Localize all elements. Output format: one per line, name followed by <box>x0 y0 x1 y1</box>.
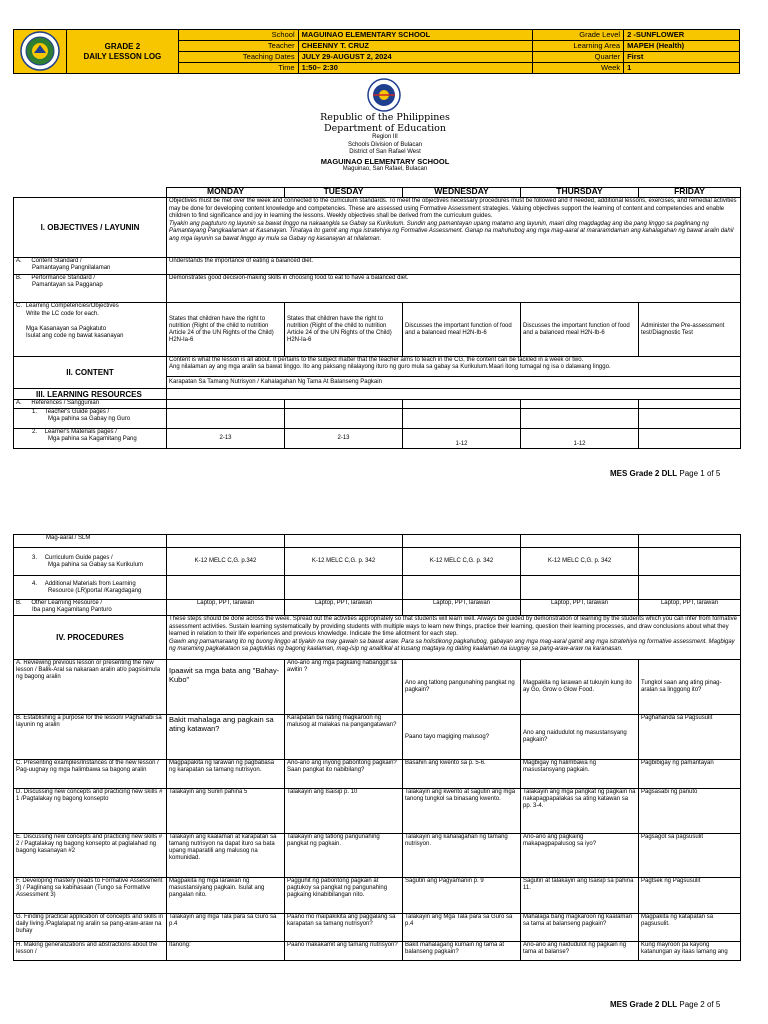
letterhead-deped: Department of Education <box>324 123 446 134</box>
lm-wednesday: 1-12 <box>403 429 521 449</box>
cg-num: 3. <box>32 554 38 561</box>
cg-friday <box>639 548 741 576</box>
day-friday: FRIDAY <box>639 188 741 198</box>
proc-row-h-letter: H. <box>16 942 22 948</box>
lm-label1: Learner's Materials pages / <box>44 429 117 435</box>
proc-c-tuesday: Ano-ano ang inyong paboritong pagkain? Saan pangkat ito nabibilang? <box>285 760 403 789</box>
proc-d-friday: Pagsasabi ng panuto <box>639 789 741 834</box>
content-text-en: Content is what the lesson is all about. It pertains to the subject matter that the teacher aims to teach in the CG, the content can be tackled in a week or two. <box>169 357 584 363</box>
content-standard-text: Understands the importance of eating a balanced diet. <box>167 258 741 275</box>
proc-a-wednesday: Ano ang tatlong pangunahing pangkat ng pagkain? <box>403 660 521 715</box>
proc-b-tuesday: Karapatan ba nating magkaroon ng malusog at malakas na pangangatawan? <box>285 715 403 760</box>
other-resources-label1: Other Learning Resource / <box>31 600 103 606</box>
performance-standard-letter: B. <box>16 275 22 281</box>
deped-seal-icon <box>365 78 403 112</box>
tg-num: 1. <box>32 409 38 415</box>
label-week: Week <box>533 63 624 74</box>
performance-standard-label1: Performance Standard / <box>31 275 96 281</box>
cg-tuesday: K-12 MELC C,G. p. 342 <box>285 548 403 576</box>
proc-g-monday: Talakayin ang mga Tala para sa Guro sa p.4 <box>167 914 285 942</box>
other-resources-letter: B. <box>16 600 22 606</box>
day-thursday: THURSDAY <box>521 188 639 198</box>
other-resources-label2: Iba pang Kagamitang Panturo <box>32 607 112 613</box>
proc-c-wednesday: Basahin ang kwento sa p. 5-6. <box>403 760 521 789</box>
cg-label1: Curriculum Guide pages / <box>44 554 113 561</box>
proc-row-b-letter: B. <box>16 715 22 721</box>
letterhead <box>230 112 540 173</box>
log-title <box>66 30 178 74</box>
lm-monday: 2-13 <box>167 429 285 449</box>
performance-standard-text: Demonstrates good decision-making skills in choosing food to eat to have a balanced diet. <box>167 275 741 303</box>
proc-d-tuesday: Talakayin ang Isaisip p. 10 <box>285 789 403 834</box>
cg-wednesday: K-12 MELC C,G. p. 342 <box>403 548 521 576</box>
cg-monday: K-12 MELC C,G. p.342 <box>167 548 285 576</box>
proc-row-a-label <box>14 660 167 715</box>
content-text <box>167 357 741 377</box>
competencies-label3: Mga Kasanayan sa Pagkatuto <box>26 325 107 332</box>
header-table <box>13 29 740 74</box>
letterhead-division: Schools Division of Bulacan <box>347 141 423 148</box>
proc-c-thursday: Magbigay ng halimbawa ng masustansyang pagkain. <box>521 760 639 789</box>
competency-monday: States that children have the right to nutrition (Right of the child to nutrition Article 24 of the UN Rights of the Child) H2N-Ia-6 <box>167 303 285 357</box>
value-school: MAGUINAO ELEMENTARY SCHOOL <box>298 30 533 41</box>
proc-f-tuesday: Pagguhit ng paboritong pagkain at pagtukoy sa pangkat ng pangunahing pagkaing kinabibilangan nito. <box>285 878 403 914</box>
proc-g-wednesday: Talakayin ang Mga Tala para sa Guro sa p.4 <box>403 914 521 942</box>
references-label <box>14 400 167 409</box>
value-learning-area: MAPEH (Health) <box>624 41 740 52</box>
proc-c-friday: Pagbibigay ng pamantayan <box>639 760 741 789</box>
proc-f-friday: Pagtsek ng Pagsusulit <box>639 878 741 914</box>
proc-e-monday: Talakayin ang kaalaman at karapatan sa tamang nutrisyon na dapat ituro sa bata upang maparatili ang malusog na komunidad. <box>167 834 285 878</box>
other-friday: Laptop, PPT, larawan <box>639 600 741 616</box>
label-time: Time <box>178 63 298 74</box>
proc-b-monday: Bakit mahalaga ang pagkain sa ating katawan? <box>167 715 285 760</box>
letterhead-republic: Republic of the Philippines <box>320 112 450 123</box>
proc-h-tuesday: Paano makakamit ang tamang nutrisyon? <box>285 942 403 961</box>
other-tuesday: Laptop, PPT, larawan <box>285 600 403 616</box>
proc-row-d-letter: D. <box>16 789 22 795</box>
proc-a-tuesday: Ano-ano ang mga pagkaing nabanggit sa awitin ? <box>285 660 403 715</box>
proc-f-monday: Magpakita ng mga larawan ng masustansiyang pagkain. Isulat ang pangalan nito. <box>167 878 285 914</box>
proc-e-thursday: Ano-ano ang pagkaing makapagpapalusog sa iyo? <box>521 834 639 878</box>
objectives-text <box>167 198 741 258</box>
dll-table-page1 <box>13 187 741 449</box>
proc-row-h-text: Making generalizations and abstractions about the lesson / <box>16 942 158 955</box>
objectives-text-fil: Tiyakin ang pagtuturo ng layunin sa bawat linggo na nakaangkla sa Gabay sa Kurikulum. Sundin ang pamantayan upang matamo ang layunin, maari ding magdagdag ang iba pang linggo sa paglinang ng Pamantayang Pangkaalaman at Kasanayan. Tinataya ito gamit ang mga istratehiya ng Formative Assessment. Ganap na mahuhubog ang mga mag-aaral at mararamdaman ang kahalagahan ng bawat aralin dahil ang mga layunin sa bawat linggo ay mula sa Gabay ng kasanayan at nilalaman. <box>169 220 734 242</box>
day-tuesday: TUESDAY <box>285 188 403 198</box>
am-label2: Resource (LR)portal /Karagdagang <box>48 587 142 594</box>
cg-thursday: K-12 MELC C,G. p. 342 <box>521 548 639 576</box>
performance-standard-label2: Pamantayan sa Pagganap <box>32 282 103 288</box>
lm-thursday: 1-12 <box>521 429 639 449</box>
competency-tuesday: States that children have the right to nutrition (Right of the child to nutrition Article 24 of the UN Rights of the Child) H2N-Ia-6 <box>285 303 403 357</box>
other-monday: Laptop, PPT, larawan <box>167 600 285 616</box>
competencies-label1: Learning Competencies/Objectives <box>25 303 119 309</box>
objectives-label: I. OBJECTIVES / LAYUNIN <box>14 198 167 258</box>
competency-thursday: Discusses the important function of food and a balanced meal H2N-Ib-6 <box>521 303 639 357</box>
proc-f-thursday: Sagutin at talakayin ang Isaisip sa pahina 11. <box>521 878 639 914</box>
proc-a-monday: Ipaawit sa mga bata ang "Bahay-Kubo" <box>167 660 285 715</box>
content-topic: Karapatan Sa Tamang Nutrisyon / Kahalagahan Ng Tama At Balanseng Pagkain <box>167 377 741 389</box>
proc-row-g-text: Finding practical application of concepts and skills in daily living /Paglalapat ng aralin sa pang-araw-araw na buhay <box>16 914 164 934</box>
tg-label2: Mga pahina sa Gabay ng Guro <box>48 416 131 422</box>
competency-wednesday: Discusses the important function of food and a balanced meal H2N-Ib-6 <box>403 303 521 357</box>
am-label1: Additional Materials from Learning <box>44 580 136 587</box>
proc-c-monday: Magpapakita ng larawan ng pagbabasa ng karapatan sa tamang nutrisyon. <box>167 760 285 789</box>
label-quarter: Quarter <box>533 52 624 63</box>
school-seal <box>14 30 67 74</box>
cg-label2: Mga pahina sa Gabay sa Kurikulum <box>48 561 144 568</box>
proc-row-c-letter: C. <box>16 760 22 766</box>
content-text-fil: Ang nilalaman ay ang mga aralin sa bawat linggo. Ito ang paksang nilalayong ituro ng guro mula sa gabay sa Kurikulum.Maari itong tumagal ng isa o dalawang linggo. <box>169 364 611 370</box>
competencies-label2: Write the LC code for each. <box>26 310 99 317</box>
proc-b-thursday: Ano ang naidudulot ng masustansyang pagkain? <box>521 715 639 760</box>
other-wednesday: Laptop, PPT, larawan <box>403 600 521 616</box>
proc-row-d-label <box>14 789 167 834</box>
am-num: 4. <box>32 580 38 587</box>
letterhead-region: Region III <box>372 134 398 140</box>
title-grade: GRADE 2 <box>104 41 141 51</box>
procedures-text-fil: Gawin ang pamamaraang ito ng buong linggo at tiyakin na may gawain sa bawat araw. Para sa holistikong pagkahubog, gabayan ang mga mag-aaral gamit ang mga istratehiya ng formative assessment. Magbigay ng maraming pagkakataon sa pagtuklas ng bagong kaalaman, mag-isip ng analitikal at kusang magtaya ng dating kaalaman na iuugnay sa pang-araw-araw na karanasan. <box>169 638 735 652</box>
value-teacher: CHEENNY T. CRUZ <box>298 41 533 52</box>
proc-row-f-label <box>14 878 167 914</box>
resources-label: III. LEARNING RESOURCES <box>14 389 167 400</box>
label-learning-area: Learning Area <box>533 41 624 52</box>
proc-row-d-text: Discussing new concepts and practicing new skills # 1 /Pagtalakay ng bagong konsepto <box>16 789 163 802</box>
proc-row-c-text: Presenting examples/Instances of the new lesson / Pag-uugnay ng mga halimbawa sa bagong aralin <box>16 760 159 773</box>
lm-label <box>14 429 167 449</box>
letterhead-district: District of San Rafael West <box>349 149 421 155</box>
value-quarter: First <box>624 52 740 63</box>
procedures-label: IV. PROCEDURES <box>14 616 167 660</box>
proc-g-friday: Magpakita ng katapatan sa pagsusulit. <box>639 914 741 942</box>
label-school: School <box>178 30 298 41</box>
proc-f-wednesday: Sagutin ang Pagyamanin p. 9 <box>403 878 521 914</box>
competencies-label <box>14 303 167 357</box>
dll-table-page2 <box>13 534 741 961</box>
letterhead-address: Maguinao, San Rafael, Bulacan <box>342 165 428 172</box>
cg-label <box>14 548 167 576</box>
lm-label2: Mga pahina sa Kagamitang Pang <box>48 436 137 442</box>
proc-row-c-label <box>14 760 167 789</box>
proc-row-e-letter: E. <box>16 834 22 840</box>
competency-friday: Administer the Pre-assessment test/Diagnostic Test <box>639 303 741 357</box>
proc-h-monday: Itanong: <box>167 942 285 961</box>
proc-h-friday: Kung mayroon pa kayong katanungan ay itaas lamang ang <box>639 942 741 961</box>
proc-row-e-text: Discussing new concepts and practicing new skills # 2 / Pagtalakay ng bagong konsepto at paglalahad ng bagong kasanayan #2 <box>16 834 163 854</box>
references-text: References / Sanggunian <box>31 400 100 406</box>
proc-b-friday: Paghahanda sa Pagsusulit <box>639 715 741 760</box>
footer1-page: Page 1 of 5 <box>679 469 721 478</box>
proc-e-wednesday: Talakayin ang kahalagahan ng tamang nutrisyon. <box>403 834 521 878</box>
proc-a-friday: Tungkol saan ang ating pinag-aralan sa linggong ito? <box>639 660 741 715</box>
day-wednesday: WEDNESDAY <box>403 188 521 198</box>
references-letter: A. <box>16 400 22 406</box>
proc-row-f-text: Developing mastery (leads to Formative Assessment 3) / Paglinang sa kabihasaan (Tungo sa Formative Assessment 3) <box>16 878 163 898</box>
value-time: 1:50– 2:30 <box>298 63 533 74</box>
school-seal-icon <box>20 31 60 71</box>
tg-label1: Teacher's Guide pages / <box>44 409 110 415</box>
lm-friday <box>639 429 741 449</box>
proc-row-a-letter: A. <box>16 660 22 666</box>
performance-standard-label <box>14 275 167 303</box>
proc-row-b-label <box>14 715 167 760</box>
lm-num: 2. <box>32 429 38 435</box>
label-teacher: Teacher <box>178 41 298 52</box>
value-week: 1 <box>624 63 740 74</box>
am-label <box>14 576 167 600</box>
proc-h-thursday: Ano-ano ang naidudulot ng pagkain ng tama at balanse? <box>521 942 639 961</box>
proc-b-wednesday: Paano tayo magiging malusog? <box>403 715 521 760</box>
page-footer-2 <box>610 1000 720 1009</box>
objectives-text-en: Objectives must be met over the week and connected to the curriculum standards. To meet the objectives necessary procedures must be followed and if needed, additional lessons, exercises, and remedial activities may be done for developing content knowledge and competencies. These are assessed using Formative Assessment strategies. Valuing objectives support the learning of content and competencies and enable children to find significance and joy in learning the lessons. Weekly objectives shall be derived from the curriculum guides. <box>169 198 737 219</box>
proc-row-g-label <box>14 914 167 942</box>
proc-row-h-label <box>14 942 167 961</box>
title-dll: DAILY LESSON LOG <box>83 51 162 61</box>
content-standard-label <box>14 258 167 275</box>
content-standard-label2: Pamantayang Pangnilalaman <box>32 265 111 271</box>
proc-e-friday: Pagsagot sa pagsusulit <box>639 834 741 878</box>
content-label: II. CONTENT <box>14 357 167 389</box>
lm-label3: Mag-aaral / SLM <box>14 535 167 548</box>
proc-g-thursday: Mahalaga bang magkaroon ng kaalaman sa tama at balanseng pagkain? <box>521 914 639 942</box>
proc-row-a-text: Reviewing previous lesson or presenting the new lesson / Balik-Aral sa nakaraan aralin at/o pagsisimula ng bagong aralin <box>16 660 161 680</box>
label-teaching-dates: Teaching Dates <box>178 52 298 63</box>
competencies-letter: C. <box>16 303 22 309</box>
page-footer-1 <box>610 469 720 478</box>
footer2-prefix: MES Grade 2 DLL <box>610 1000 678 1009</box>
footer2-page: Page 2 of 5 <box>679 1000 721 1009</box>
value-grade-level: 2 -SUNFLOWER <box>624 30 740 41</box>
letterhead-school: MAGUINAO ELEMENTARY SCHOOL <box>320 156 450 166</box>
proc-d-monday: Talakayin ang Suriin pahina 5 <box>167 789 285 834</box>
value-teaching-dates: JULY 29-AUGUST 2, 2024 <box>298 52 533 63</box>
other-thursday: Laptop, PPT, larawan <box>521 600 639 616</box>
other-resources-label <box>14 600 167 616</box>
proc-h-wednesday: Bakit mahalagang kumain ng tama at balanseng pagkain? <box>403 942 521 961</box>
day-monday: MONDAY <box>167 188 285 198</box>
proc-row-b-text: Establishing a purpose for the lesson/ Paghahabi sa layunin ng aralin <box>16 715 162 728</box>
proc-g-tuesday: Paano mo maipakikita ang paggalang sa karapatan sa tamang nutrisyon? <box>285 914 403 942</box>
proc-d-thursday: Talakayin ang mga pangkat ng pagkain na nakapagpapalakas sa ating katawan sa pp. 3-4. <box>521 789 639 834</box>
content-standard-letter: A. <box>16 258 22 264</box>
proc-row-g-letter: G. <box>16 914 23 920</box>
footer1-prefix: MES Grade 2 DLL <box>610 469 678 478</box>
proc-a-thursday: Magpakita ng larawan at tukuyin kung ito ay Go, Grow o Glow Food. <box>521 660 639 715</box>
procedures-text <box>167 616 741 660</box>
proc-e-tuesday: Talakayin ang tatlong pangunahing pangkat ng pagkain. <box>285 834 403 878</box>
lm-tuesday: 2-13 <box>285 429 403 449</box>
content-standard-label1: Content Standard / <box>31 258 82 264</box>
tg-label <box>14 409 167 429</box>
proc-row-f-letter: F. <box>16 878 21 884</box>
proc-d-wednesday: Talakayin ang kwento at sagutin ang mga tanong tungkol sa binasang kwento. <box>403 789 521 834</box>
competencies-label4: Isulat ang code ng bawat kasanayan <box>26 333 124 339</box>
proc-row-e-label <box>14 834 167 878</box>
label-grade-level: Grade Level <box>533 30 624 41</box>
procedures-text-en: These steps should be done across the week. Spread out the activities appropriately so that students will learn well. Always be guided by demonstration of learning by the students which you can infer from formative assessment activities. Sustain learning systematically by providing students with multiple ways to learn new things, practice their learning, question their learning processes, and draw conclusions about what they learned in relation to their life experiences and previous knowledge. Indicate the time allotment for each step. <box>169 616 737 637</box>
